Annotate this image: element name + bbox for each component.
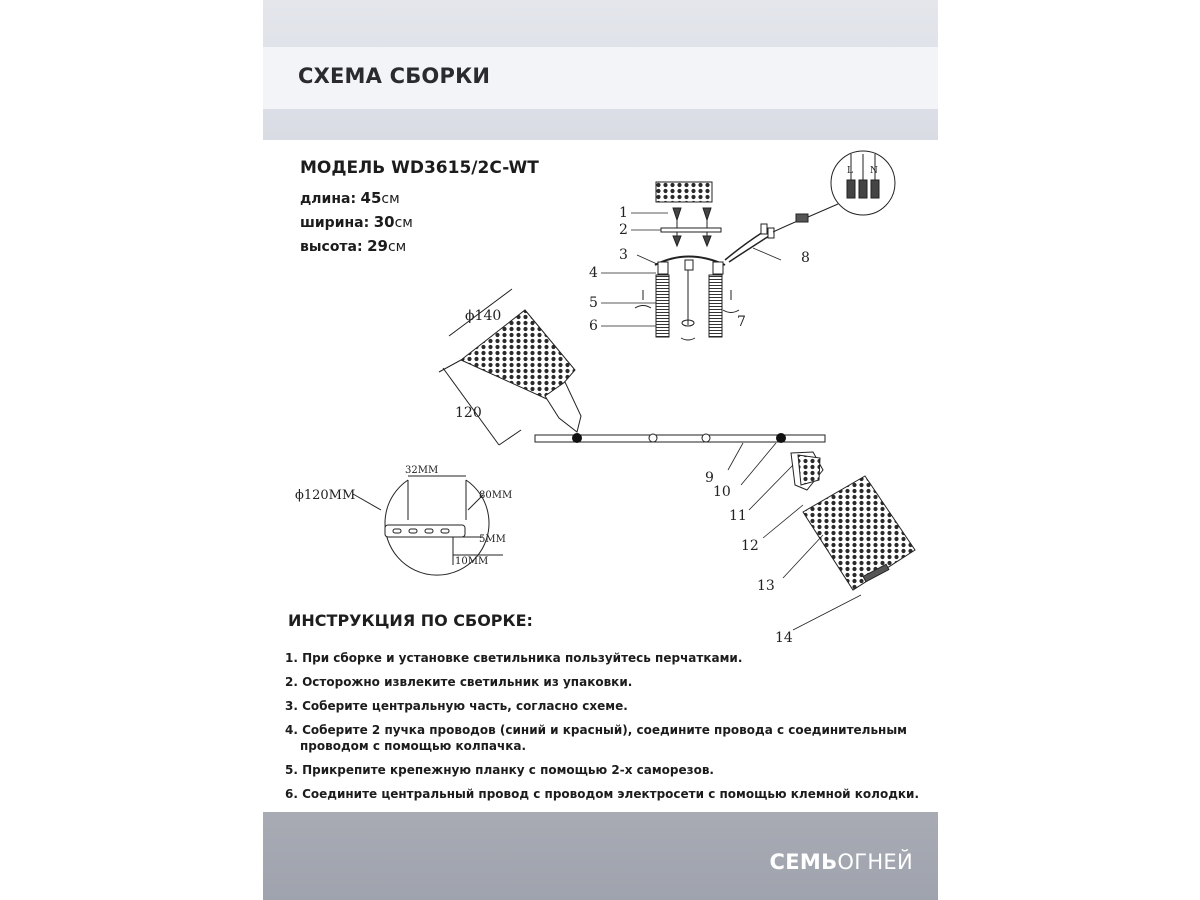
callout-14: 14: [775, 630, 793, 646]
instruction-item: [285, 698, 930, 714]
model-name: МОДЕЛЬ WD3615/2C-WT: [300, 158, 539, 178]
callout-9: 9: [705, 470, 714, 486]
leader-line: [808, 204, 838, 217]
spec-unit: см: [381, 191, 400, 207]
spec-label: ширина:: [300, 215, 370, 231]
rotate-arrow: [681, 338, 695, 340]
callout-2: 2: [619, 222, 628, 238]
left-shade: [439, 289, 581, 445]
terminal-pin: [871, 180, 879, 198]
instruction-text: 1. При сборке и установке светильника пользуйтесь перчатками.: [285, 651, 743, 665]
wire-label-n: N: [870, 166, 878, 176]
leader-line: [353, 494, 381, 510]
brand-light: ОГНЕЙ: [837, 850, 913, 874]
spec-value: 30: [373, 213, 395, 231]
brand-bold: СЕМЬ: [769, 850, 838, 874]
ceiling-block: [656, 182, 712, 202]
header-band: [263, 0, 938, 140]
instruction-text: 6. Соедините центральный провод с проводом электросети с помощью клемной колодки.: [285, 787, 919, 801]
terminal-pin: [859, 180, 867, 198]
plate-radius-label: 80MM: [479, 490, 513, 501]
mounting-bar: [661, 228, 721, 232]
spec-label: длина:: [300, 191, 357, 207]
instruction-text: 4. Соберите 2 пучка проводов (синий и красный), соедините провода с соединительным: [285, 723, 907, 737]
leader-line: [753, 248, 781, 260]
shade-body: [803, 476, 915, 590]
leader-line: [783, 535, 823, 578]
instruction-text: 3. Соберите центральную часть, согласно схеме.: [285, 699, 628, 713]
callout-5: 5: [589, 295, 598, 311]
callout-10: 10: [713, 484, 731, 500]
instruction-text: 2. Осторожно извлеките светильник из упаковки.: [285, 675, 633, 689]
terminal-pin: [847, 180, 855, 198]
rotate-arrow: [723, 310, 739, 313]
instruction-text: 5. Прикрепите крепежную планку с помощью 2-х саморезов.: [285, 763, 714, 777]
clip: [658, 262, 668, 274]
wire-label-l: L: [847, 166, 853, 176]
shade-diameter-label: ϕ140: [465, 308, 502, 324]
center-nut: [685, 260, 693, 270]
page-title: СХЕМА СБОРКИ: [298, 64, 491, 88]
callout-3: 3: [619, 247, 628, 263]
leader-line: [793, 595, 861, 630]
plate-diameter-label: ϕ120MM: [295, 488, 356, 503]
rotate-arrow: [635, 306, 651, 309]
instruction-item: [285, 650, 930, 666]
terminal-block: [796, 214, 808, 222]
instruction-continuation: проводом с помощью колпачка.: [300, 739, 527, 753]
tube-left: [656, 275, 669, 337]
assembly-diagram: [263, 140, 938, 660]
instruction-item: [285, 674, 930, 690]
brand-logo: [770, 850, 913, 874]
footer-band: [263, 812, 938, 900]
dimension-tick: [439, 360, 461, 372]
leader-line: [749, 465, 793, 510]
leader-line: [763, 505, 803, 538]
leader-line: [728, 443, 743, 470]
instructions-list: [285, 650, 930, 810]
plate-gap-label: 10MM: [455, 556, 489, 567]
pivot-joint: [776, 433, 786, 443]
callout-1: 1: [619, 205, 628, 221]
plate-slot-label: 5MM: [479, 534, 506, 545]
callout-13: 13: [757, 578, 775, 594]
wire-cap: [768, 228, 774, 238]
pivot-joint: [572, 433, 582, 443]
wire: [725, 232, 763, 260]
callout-4: 4: [589, 265, 598, 281]
callout-labels: [295, 166, 878, 646]
screw: [673, 208, 711, 220]
spec-value: 29: [367, 237, 388, 255]
shade-height-label: 120: [455, 405, 482, 421]
right-shade: [791, 452, 915, 590]
lamp-socket: [798, 455, 820, 485]
dimension-tick: [499, 430, 521, 445]
instruction-item: [285, 786, 930, 802]
leader-line: [741, 443, 776, 485]
instruction-item: [285, 722, 930, 754]
wire: [729, 236, 769, 262]
bolt: [673, 236, 711, 246]
ceiling-mount-assembly: [635, 151, 895, 340]
spec-unit: см: [387, 239, 407, 255]
wire-cap: [761, 224, 767, 234]
clip: [713, 262, 723, 274]
bar-hole: [649, 434, 657, 442]
instructions-title: ИНСТРУКЦИЯ ПО СБОРКЕ:: [288, 611, 533, 630]
callout-11: 11: [729, 508, 747, 524]
callout-7: 7: [737, 314, 746, 330]
spec-value: 45: [360, 189, 382, 207]
plate-width-label: 32MM: [405, 465, 439, 476]
callout-12: 12: [741, 538, 759, 554]
spec-unit: см: [394, 215, 413, 231]
bar-hole: [702, 434, 710, 442]
tube-right: [709, 275, 722, 337]
instruction-item: [285, 762, 930, 778]
leader-line: [637, 255, 657, 264]
main-bar: [535, 433, 825, 443]
assembly-sheet: [263, 0, 938, 900]
callout-6: 6: [589, 318, 598, 334]
spec-label: высота:: [300, 239, 363, 255]
callout-8: 8: [801, 250, 810, 266]
